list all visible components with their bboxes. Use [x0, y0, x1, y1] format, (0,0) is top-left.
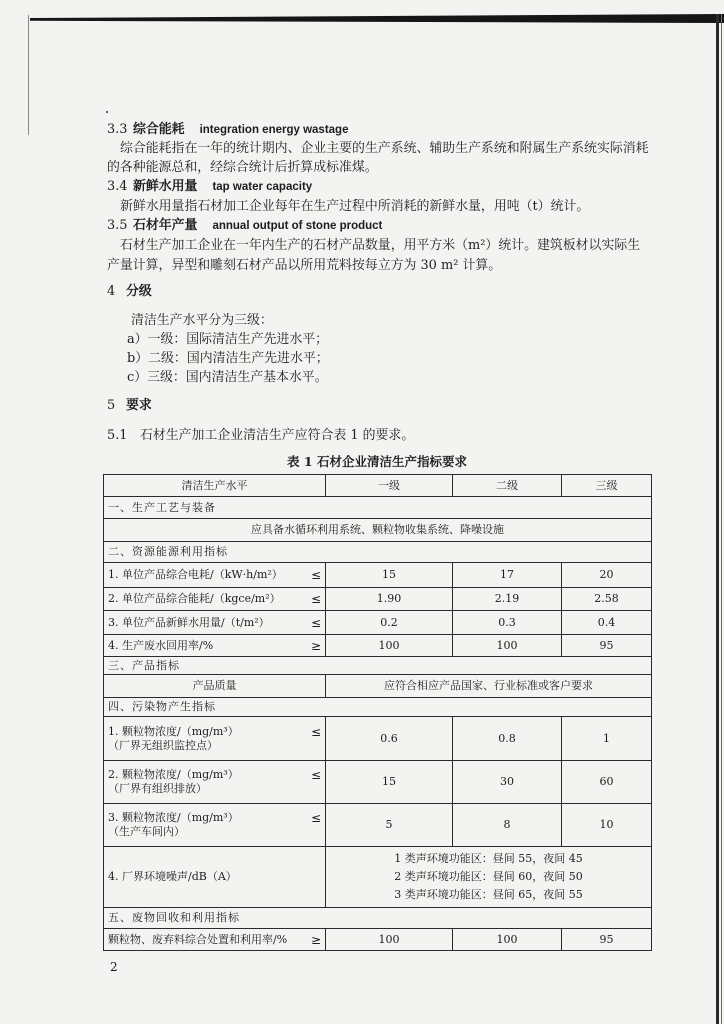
- value-grade-3: 10: [562, 804, 652, 847]
- term-en: annual output of stone product: [212, 220, 383, 232]
- table-row: [104, 908, 652, 929]
- header-grade-2: 二级: [453, 475, 562, 497]
- category-heading: 三、产品指标: [104, 657, 652, 675]
- indicator-label: 1. 颗粒物浓度/（mg/m³）: [108, 724, 239, 738]
- table-header-row: [104, 475, 652, 497]
- scan-left-edge: [28, 15, 29, 135]
- paragraph-line: 清洁生产水平分为三级：: [131, 313, 273, 328]
- table-row: [104, 804, 652, 847]
- section-number: 3.5: [107, 218, 128, 233]
- comparison-symbol: ≤: [310, 592, 321, 606]
- paragraph-line: 石材生产加工企业在一年内生产的石材产品数量，用平方米（m²）统计。建筑板材以实际生: [120, 238, 641, 253]
- indicator-label: 4. 生产废水回用率/%: [108, 638, 214, 652]
- comparison-symbol: ≤: [310, 615, 321, 630]
- section-title: 要求: [126, 398, 152, 413]
- scan-right-edge: [716, 14, 719, 1024]
- table-row: [104, 635, 652, 657]
- section-number: 3.3: [107, 122, 128, 137]
- value-grade-3: 0.4: [562, 611, 652, 635]
- value-grade-2: 17: [453, 563, 562, 588]
- section-5-heading: [107, 398, 167, 414]
- quality-requirement: 应符合相应产品国家、行业标准或客户要求: [326, 675, 652, 698]
- table-row: [104, 698, 652, 717]
- category-heading: 二、资源能源利用指标: [104, 542, 652, 563]
- equipment-requirement: 应具备水循环利用系统、颗粒物收集系统、降噪设施: [104, 519, 652, 542]
- header-grade-1: 一级: [326, 475, 453, 497]
- value-grade-1: 1.90: [326, 588, 453, 611]
- table-row: [104, 588, 652, 611]
- value-grade-1: 0.2: [326, 611, 453, 635]
- category-heading: 一、生产工艺与装备: [104, 497, 652, 519]
- section-3-5-heading: [107, 218, 382, 234]
- value-grade-3: 1: [562, 717, 652, 761]
- table-row: [104, 542, 652, 563]
- value-grade-2: 0.3: [453, 611, 562, 635]
- indicator-cell: [104, 929, 326, 951]
- table-caption: 表 1 石材企业清洁生产指标要求: [287, 454, 467, 469]
- indicator-label: 2. 单位产品综合能耗/（kgce/m²）: [108, 592, 281, 605]
- table-row: [104, 563, 652, 588]
- indicator-sublabel: （生产车间内）: [108, 825, 185, 838]
- indicator-label: 1. 单位产品综合电耗/（kW·h/m²）: [108, 568, 283, 581]
- scan-top-edge: [30, 14, 724, 23]
- value-grade-3: 20: [562, 563, 652, 588]
- paragraph-line: 的各种能源总和，经综合统计后折算成标准煤。: [107, 160, 378, 175]
- value-grade-1: 100: [326, 635, 453, 657]
- section-title: 分级: [126, 284, 152, 299]
- table-row: [104, 929, 652, 951]
- indicator-label: 3. 单位产品新鲜水用量/（t/m²）: [108, 615, 270, 629]
- indicator-label: 3. 颗粒物浓度/（mg/m³）: [108, 811, 239, 824]
- value-grade-3: 2.58: [562, 588, 652, 611]
- section-number: 3.4: [107, 179, 128, 194]
- table-row: [104, 657, 652, 675]
- value-grade-1: 100: [326, 929, 453, 951]
- list-item: a）一级：国际清洁生产先进水平；: [127, 332, 329, 347]
- indicator-cell: [104, 761, 326, 804]
- indicator-cell: [104, 804, 326, 847]
- header-level-label: 清洁生产水平: [104, 475, 326, 497]
- value-grade-2: 0.8: [453, 717, 562, 761]
- value-grade-1: 0.6: [326, 717, 453, 761]
- value-grade-2: 30: [453, 761, 562, 804]
- indicator-label: 颗粒物、废弃料综合处置和利用率/%: [108, 932, 288, 946]
- table-row: [104, 519, 652, 542]
- section-3-3-heading: [107, 122, 348, 138]
- value-grade-2: 100: [453, 929, 562, 951]
- noise-requirement-line: 3 类声环境功能区：昼间 65，夜间 55: [394, 888, 583, 901]
- indicator-label: 产品质量: [104, 675, 326, 698]
- paragraph-line: 综合能耗指在一年的统计期内、企业主要的生产系统、辅助生产系统和附属生产系统实际消耗: [120, 141, 649, 156]
- value-grade-2: 2.19: [453, 588, 562, 611]
- indicator-cell: [104, 717, 326, 761]
- value-grade-3: 95: [562, 635, 652, 657]
- category-heading: 四、污染物产生指标: [104, 698, 652, 717]
- term-zh: 综合能耗: [133, 122, 185, 137]
- noise-requirement-line: 2 类声环境功能区：昼间 60，夜间 50: [394, 870, 583, 883]
- term-en: integration energy wastage: [199, 124, 349, 136]
- paragraph-text: 石材生产加工企业清洁生产应符合表 1 的要求。: [140, 428, 415, 443]
- comparison-symbol: ≤: [310, 811, 321, 825]
- indicator-cell: [104, 611, 326, 635]
- term-en: tap water capacity: [212, 181, 313, 193]
- comparison-symbol: ≤: [310, 724, 321, 739]
- section-number: 4: [107, 284, 116, 299]
- category-heading: 五、废物回收和利用指标: [104, 908, 652, 929]
- table-row: [104, 497, 652, 519]
- list-item: c）三级：国内清洁生产基本水平。: [127, 370, 328, 385]
- value-grade-1: 5: [326, 804, 453, 847]
- scan-right-edge-inner: [721, 14, 722, 1024]
- value-grade-3: 95: [562, 929, 652, 951]
- noise-requirement-line: 1 类声环境功能区：昼间 55，夜间 45: [394, 852, 583, 865]
- table-row: [104, 847, 652, 908]
- indicator-label: 4. 厂界环境噪声/dB（A）: [104, 847, 326, 908]
- comparison-symbol: ≤: [310, 568, 321, 582]
- indicator-cell: [104, 588, 326, 611]
- paragraph-line: 产量计算，异型和雕刻石材产品以所用荒料按每立方为 30 m² 计算。: [107, 258, 502, 273]
- section-3-4-heading: [107, 179, 312, 195]
- table-row: [104, 761, 652, 804]
- indicator-sublabel: （厂界有组织排放）: [108, 782, 207, 795]
- table-row: [104, 717, 652, 761]
- section-number: 5: [107, 398, 116, 413]
- list-item: b）二级：国内清洁生产先进水平；: [127, 351, 329, 366]
- paragraph-line: 新鲜水用量指石材加工企业每年在生产过程中所消耗的新鲜水量，用吨（t）统计。: [120, 199, 590, 214]
- noise-requirement-list: [394, 850, 582, 904]
- value-grade-3: 60: [562, 761, 652, 804]
- scan-dot: [106, 111, 108, 113]
- term-zh: 石材年产量: [133, 218, 198, 233]
- section-5-1-line: [107, 428, 414, 444]
- term-zh: 新鲜水用量: [133, 179, 198, 194]
- table-row: [104, 675, 652, 698]
- indicator-label: 2. 颗粒物浓度/（mg/m³）: [108, 768, 239, 781]
- comparison-symbol: ≥: [310, 638, 321, 653]
- value-grade-2: 100: [453, 635, 562, 657]
- value-grade-2: 8: [453, 804, 562, 847]
- section-number: 5.1: [107, 428, 128, 443]
- comparison-symbol: ≤: [310, 768, 321, 782]
- indicator-sublabel: （厂界无组织监控点）: [108, 738, 218, 752]
- noise-requirement-cell: [326, 847, 652, 908]
- comparison-symbol: ≥: [310, 932, 321, 947]
- section-4-heading: [107, 284, 167, 300]
- value-grade-1: 15: [326, 563, 453, 588]
- header-grade-3: 三级: [562, 475, 652, 497]
- indicator-cell: [104, 563, 326, 588]
- indicator-table: [103, 474, 652, 951]
- indicator-cell: [104, 635, 326, 657]
- table-row: [104, 611, 652, 635]
- page-number: 2: [110, 960, 118, 974]
- value-grade-1: 15: [326, 761, 453, 804]
